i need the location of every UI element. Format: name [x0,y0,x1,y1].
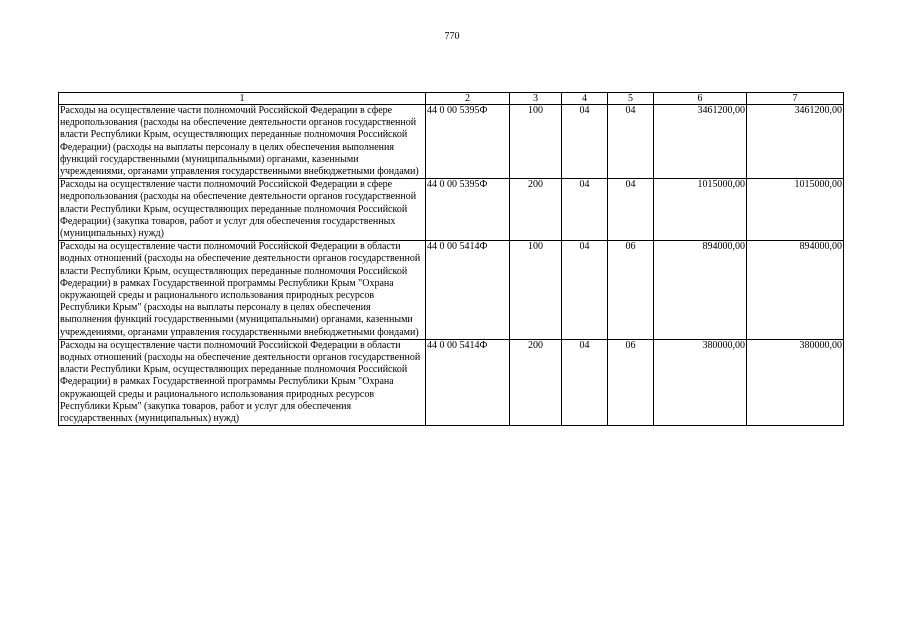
subsection-code: 04 [608,105,654,179]
expense-type-code: 100 [510,105,562,179]
table-row [59,339,844,425]
amount-year-1: 3461200,00 [654,105,747,179]
header-row [59,93,844,105]
header-cell: 7 [747,93,844,105]
header-cell: 1 [59,93,426,105]
target-article-code: 44 0 00 5414Ф [426,339,510,425]
subsection-code: 04 [608,179,654,241]
amount-year-1: 1015000,00 [654,179,747,241]
target-article-code: 44 0 00 5414Ф [426,241,510,340]
page-number: 770 [444,31,460,42]
header-cell: 6 [654,93,747,105]
target-article-code: 44 0 00 5395Ф [426,179,510,241]
table-row [59,241,844,340]
expense-type-code: 200 [510,339,562,425]
expense-description: Расходы на осуществление части полномочий Российской Федерации в области водных отношений (расходы на обеспечение деятельности органов государственной власти Республики Крым, осуществляющих переданные полномочия Российской Федерации) в рамках Государственной программы Республики Крым "Охрана окружающей среды и рационального использования природных ресурсов Республики Крым" (закупка товаров, работ и услуг для обеспечения государственных (муниципальных) нужд) [59,339,426,425]
subsection-code: 06 [608,339,654,425]
expense-description: Расходы на осуществление части полномочий Российской Федерации в сфере недропользования (расходы на обеспечение деятельности органов государственной власти Республики Крым, осуществляющих переданные полномочия Российской Федерации) (расходы на выплаты персоналу в целях обеспечения выполнения функций государственными (муниципальными) органами, казенными учреждениями, органами управления государственными внебюджетными фондами) [59,105,426,179]
budget-table [58,92,844,426]
table-row [59,179,844,241]
expense-description: Расходы на осуществление части полномочий Российской Федерации в сфере недропользования (расходы на обеспечение деятельности органов государственной власти Республики Крым, осуществляющих переданные полномочия Российской Федерации) (закупка товаров, работ и услуг для обеспечения государственных (муниципальных) нужд) [59,179,426,241]
header-cell: 2 [426,93,510,105]
expense-type-code: 200 [510,179,562,241]
header-cell: 3 [510,93,562,105]
amount-year-2: 380000,00 [747,339,844,425]
header-cell: 5 [608,93,654,105]
section-code: 04 [562,105,608,179]
amount-year-2: 894000,00 [747,241,844,340]
amount-year-2: 1015000,00 [747,179,844,241]
expense-description: Расходы на осуществление части полномочий Российской Федерации в области водных отношений (расходы на обеспечение деятельности органов государственной власти Республики Крым, осуществляющих переданные полномочия Российской Федерации) в рамках Государственной программы Республики Крым "Охрана окружающей среды и рационального использования природных ресурсов Республики Крым" (расходы на выплаты персоналу в целях обеспечения выполнения функций государственными (муниципальными) органами, казенными учреждениями, органами управления государственными внебюджетными фондами) [59,241,426,340]
section-code: 04 [562,339,608,425]
table-row [59,105,844,179]
target-article-code: 44 0 00 5395Ф [426,105,510,179]
amount-year-1: 894000,00 [654,241,747,340]
header-cell: 4 [562,93,608,105]
section-code: 04 [562,241,608,340]
amount-year-2: 3461200,00 [747,105,844,179]
subsection-code: 06 [608,241,654,340]
expense-type-code: 100 [510,241,562,340]
section-code: 04 [562,179,608,241]
amount-year-1: 380000,00 [654,339,747,425]
